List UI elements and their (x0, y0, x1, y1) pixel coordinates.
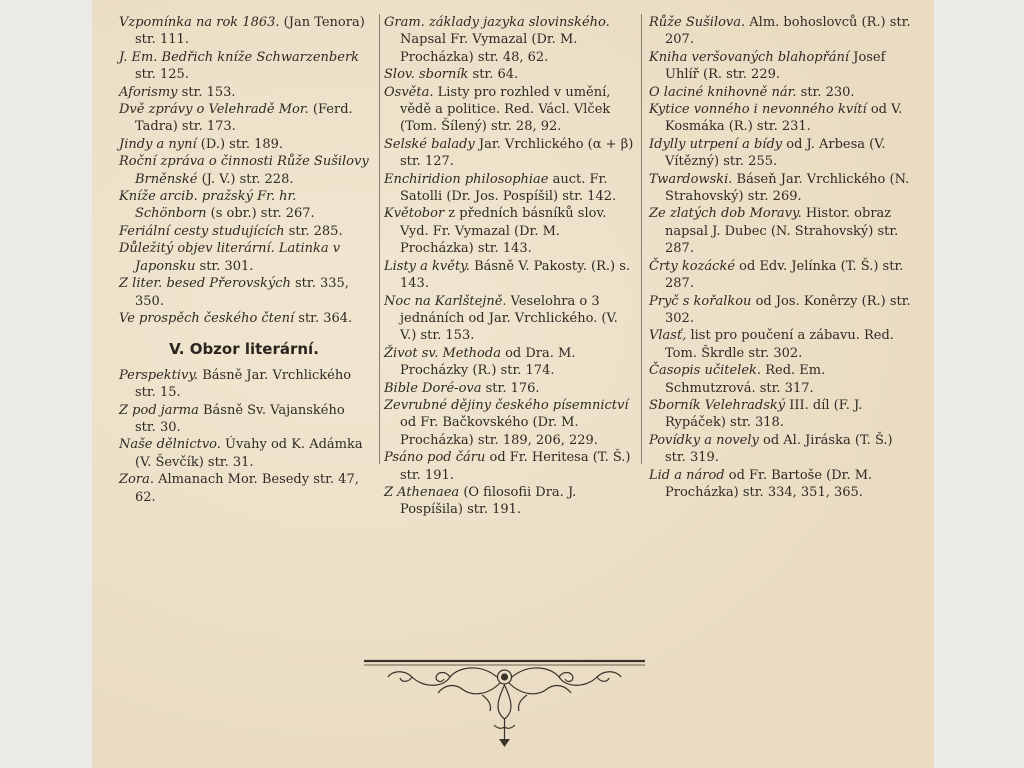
index-entry: Twardowski. Báseň Jar. Vrchlického (N. Strahovský) str. 269. (649, 171, 910, 205)
index-entry: Perspektivy. Básně Jar. Vrchlického str. 15. (119, 367, 352, 401)
index-entry: Časopis učitelek. Red. Em. Schmutzrová. str. 317. (649, 363, 826, 396)
index-entry: Růže Sušilova. Alm. bohoslovců (R.) str. 207. (649, 15, 911, 48)
index-column-1 (119, 14, 369, 506)
index-entry: Kníže arcib. pražský Fr. hr. Schönborn (s obr.) str. 267. (119, 189, 315, 222)
index-entry: Z liter. besed Přerovských str. 335, 350. (119, 276, 349, 309)
index-entry: Ve prospěch českého čtení str. 364. (119, 310, 353, 326)
index-entry: Vlasť, list pro poučení a zábavu. Red. Tom. Škrdle str. 302. (649, 328, 894, 361)
index-entry: Lid a národ od Fr. Bartoše (Dr. M. Procházka) str. 334, 351, 365. (649, 467, 873, 500)
section-heading: V. Obzor literární. (169, 340, 319, 359)
index-entry: Bible Doré-ova str. 176. (384, 380, 540, 396)
index-entry: Aforismy str. 153. (119, 84, 236, 100)
index-entry: Slov. sborník str. 64. (384, 67, 519, 83)
index-entry: J. Em. Bedřich kníže Schwarzenberk str. 125. (119, 49, 360, 83)
index-entry: Sborník Velehradský III. díl (F. J. Rypáček) str. 318. (649, 397, 863, 431)
index-entry: O laciné knihovně nár. str. 230. (649, 84, 855, 100)
index-entry: Dvě zprávy o Velehradě Mor. (Ferd. Tadra) str. 173. (119, 102, 353, 135)
index-entry: Květobor z předních básníků slov. Vyd. Fr. Vymazal (Dr. M. Procházka) str. 143. (384, 206, 607, 257)
column-divider (379, 14, 380, 464)
index-entry: Listy a květy. Básně V. Pakosty. (R.) s. 143. (384, 258, 631, 292)
index-entry: Noc na Karlštejně. Veselohra o 3 jednáních od Jar. Vrchlického. (V. V.) str. 153. (384, 293, 618, 344)
index-entry: Osvěta. Listy pro rozhled v umění, vědě a politice. Red. Václ. Vlček (Tom. Šílený) str. 28, 92. (384, 84, 611, 135)
index-entry: Idylly utrpení a bídy od J. Arbesa (V. Vítězný) str. 255. (649, 136, 886, 170)
index-entry: Kytice vonného i nevonného kvítí od V. Kosmáka (R.) str. 231. (649, 102, 903, 135)
index-entry: Zora. Almanach Mor. Besedy str. 47, 62. (119, 472, 359, 505)
index-column-3 (649, 14, 911, 501)
index-entry: Črty kozácké od Edv. Jelínka (T. Š.) str. 287. (649, 258, 904, 292)
index-entry: Naše dělnictvo. Úvahy od K. Adámka (V. Ševčík) str. 31. (119, 437, 363, 470)
index-entry: Ze zlatých dob Moravy. Histor. obraz napsal J. Dubec (N. Strahovský) str. 287. (649, 206, 899, 257)
column-divider (641, 14, 642, 464)
index-entry: Z pod jarma Básně Sv. Vajanského str. 30. (119, 402, 345, 435)
book-page (92, 0, 934, 768)
index-entry: Roční zpráva o činnosti Růže Sušilovy Brněnské (J. V.) str. 228. (119, 154, 369, 187)
index-entry: Kniha veršovaných blahopřání Josef Uhlíř (R. str. 229. (649, 49, 886, 83)
index-entry: Enchiridion philosophiae auct. Fr. Satolli (Dr. Jos. Pospíšil) str. 142. (384, 171, 617, 205)
index-entry: Důležitý objev literární. Latinka v Japonsku str. 301. (119, 241, 341, 274)
index-entry: Selské balady Jar. Vrchlického (α + β) str. 127. (384, 136, 634, 170)
index-entry: Jindy a nyní (D.) str. 189. (119, 136, 284, 152)
index-entry: Feriální cesty studujících str. 285. (119, 223, 343, 239)
index-entry: Pryč s kořalkou od Jos. Konêrzy (R.) str. 302. (649, 293, 911, 326)
decorative-ornament-icon (362, 655, 647, 750)
index-entry: Gram. základy jazyka slovinského. Napsal Fr. Vymazal (Dr. M. Procházka) str. 48, 62. (384, 15, 610, 65)
index-entry: Zevrubné dějiny českého písemnictví od Fr. Bačkovského (Dr. M. Procházka) str. 189, 206, 229. (384, 397, 629, 448)
index-entry: Povídky a novely od Al. Jiráska (T. Š.) str. 319. (649, 432, 893, 466)
index-entry: Psáno pod čáru od Fr. Heritesa (T. Š.) str. 191. (384, 450, 631, 483)
index-column-2 (384, 14, 636, 519)
index-entry: Život sv. Methoda od Dra. M. Procházky (R.) str. 174. (384, 345, 576, 379)
index-entry: Z Athenaea (O filosofii Dra. J. Pospíšila) str. 191. (384, 484, 577, 518)
index-entry: Vzpomínka na rok 1863. (Jan Tenora) str. 111. (119, 15, 365, 48)
